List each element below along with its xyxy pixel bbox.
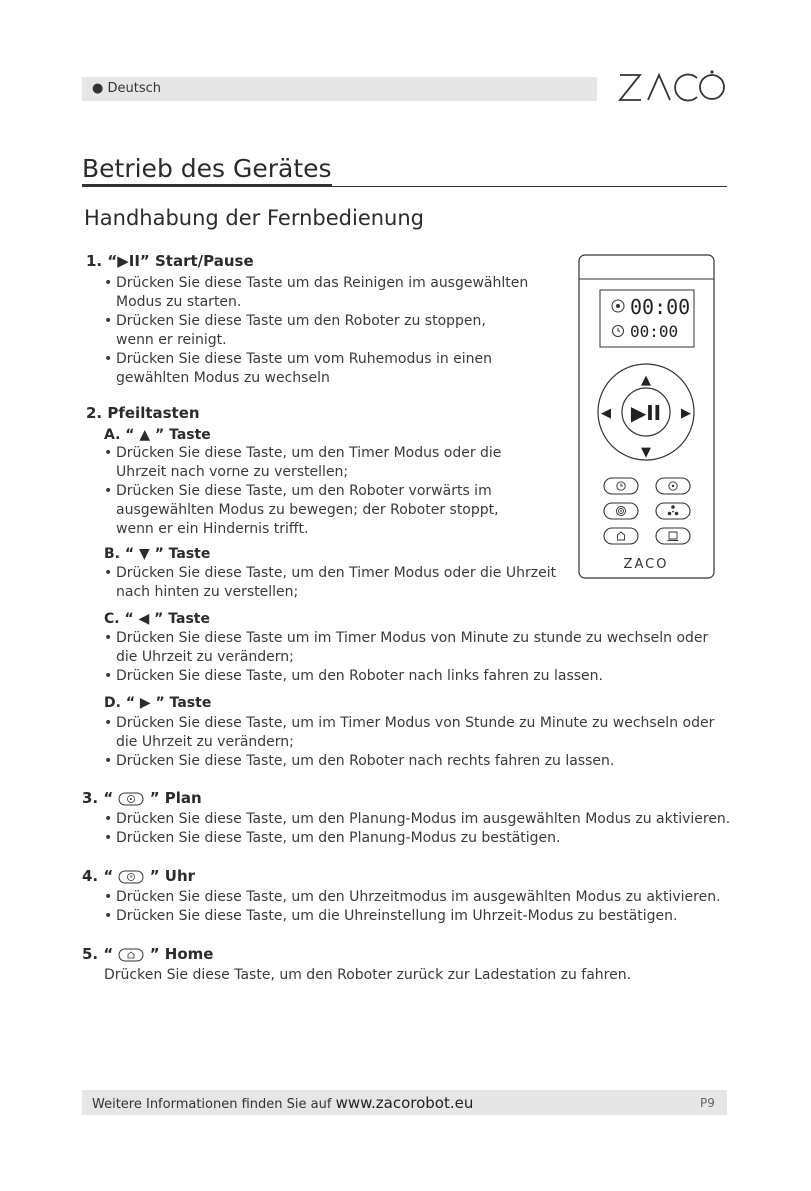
page-title: Betrieb des Gerätes: [82, 154, 332, 183]
list-item: • Drücken Sie diese Taste, um die Uhreinstellung im Uhrzeit-Modus zu bestätigen.: [104, 908, 678, 924]
section-5-heading: 5. “ ” Home: [82, 945, 214, 963]
section-3-heading: 3. “ ” Plan: [82, 789, 202, 807]
section-1-heading: 1. “▶II” Start/Pause: [86, 252, 254, 270]
plan-icon: [118, 792, 144, 806]
list-item: • Drücken Sie diese Taste, um den Planung-Modus zu bestätigen.: [104, 830, 561, 846]
section-3-list: [104, 810, 744, 848]
list-item: • Drücken Sie diese Taste, um den Roboter nach links fahren zu lassen.: [104, 668, 603, 684]
subsection-a-heading: A. “ ▲ ” Taste: [104, 427, 211, 443]
display-time-2: 00:00: [630, 322, 679, 341]
title-underline: [82, 184, 332, 186]
display-time-1: 00:00: [630, 295, 691, 319]
section-subtitle: Handhabung der Fernbedienung: [84, 206, 425, 230]
subsection-d-heading: D. “ ▶ ” Taste: [104, 695, 212, 711]
list-item: • Drücken Sie diese Taste, um den Timer Modus oder die Uhrzeit nach hinten zu verstellen;: [104, 565, 557, 600]
home-icon: [118, 948, 144, 962]
list-item: • Drücken Sie diese Taste um im Timer Modus von Minute zu stunde zu wechseln oder die Uhrzeit zu verändern;: [104, 630, 709, 665]
subsection-a-list: [104, 444, 564, 539]
list-item: • Drücken Sie diese Taste, um den Roboter nach rechts fahren zu lassen.: [104, 753, 615, 769]
zaco-logo: [617, 66, 727, 108]
page-number: P9: [700, 1096, 715, 1110]
footer-url-link[interactable]: www.zacorobot.eu: [335, 1094, 474, 1112]
list-item: • Drücken Sie diese Taste um vom Ruhemodus in einen gewählten Modus zu wechseln: [104, 351, 493, 386]
section-4-list: [104, 888, 744, 926]
section-1-list: [104, 274, 564, 388]
list-item: • Drücken Sie diese Taste um das Reinigen im ausgewählten Modus zu starten.: [104, 275, 529, 310]
up-arrow-icon: ▲: [641, 373, 651, 388]
title-divider: [82, 186, 727, 187]
section-5-text: Drücken Sie diese Taste, um den Roboter zurück zur Ladestation zu fahren.: [104, 967, 632, 983]
list-item: • Drücken Sie diese Taste um den Roboter zu stoppen, wenn er reinigt.: [104, 313, 486, 348]
subsection-b-list: [104, 564, 564, 602]
list-item: • Drücken Sie diese Taste, um den Timer Modus oder die Uhrzeit nach vorne zu verstellen;: [104, 445, 502, 480]
remote-illustration: [578, 254, 715, 579]
list-item: • Drücken Sie diese Taste, um im Timer Modus von Stunde zu Minute zu wechseln oder die Uhrzeit zu verändern;: [104, 715, 715, 750]
section-4-heading: 4. “ ” Uhr: [82, 867, 196, 885]
remote-brand: ZACO: [623, 557, 669, 572]
list-item: • Drücken Sie diese Taste, um den Planung-Modus im ausgewählten Modus zu aktivieren.: [104, 811, 731, 827]
subsection-c-list: [104, 629, 734, 686]
list-item: • Drücken Sie diese Taste, um den Uhrzeitmodus im ausgewählten Modus zu aktivieren.: [104, 889, 721, 905]
play-pause-icon: ▶II: [117, 252, 140, 270]
subsection-c-heading: C. “ ◀ ” Taste: [104, 611, 210, 627]
bullet-dot-icon: ●: [92, 81, 104, 96]
play-pause-icon: ▶II: [630, 401, 662, 425]
down-arrow-icon: ▼: [641, 445, 651, 460]
section-2-heading: 2. Pfeiltasten: [86, 404, 200, 422]
right-arrow-icon: ▶: [681, 406, 691, 421]
clock-icon: [118, 870, 144, 884]
subsection-b-heading: B. “ ▼ ” Taste: [104, 546, 211, 562]
footer-text: Weitere Informationen finden Sie auf www.zacorobot.eu: [92, 1094, 474, 1112]
language-label: ● Deutsch: [92, 81, 161, 96]
subsection-d-list: [104, 714, 734, 771]
left-arrow-icon: ◀: [601, 406, 611, 421]
list-item: • Drücken Sie diese Taste, um den Roboter vorwärts im ausgewählten Modus zu bewegen; der Roboter stoppt, wenn er ein Hindernis trifft.: [104, 483, 499, 537]
